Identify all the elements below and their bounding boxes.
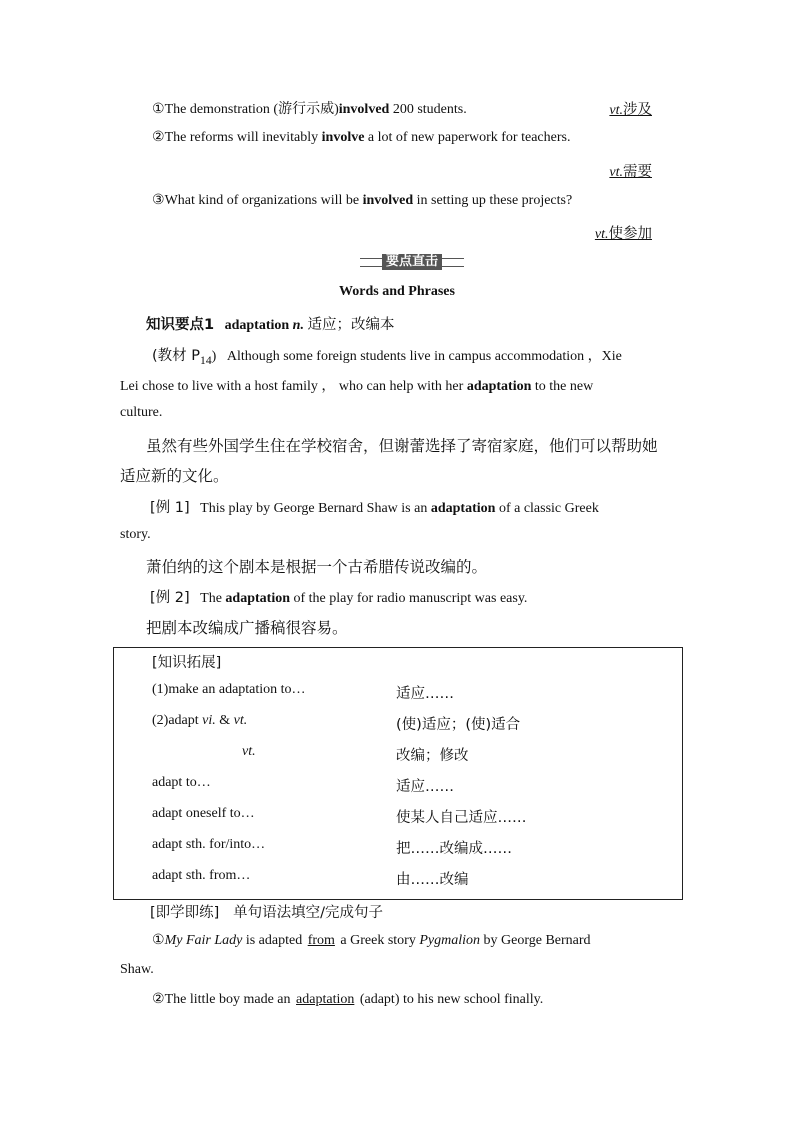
- expansion-title: [知识拓展]: [152, 655, 222, 671]
- textbook-source: (教材 P: [152, 348, 201, 364]
- section-banner: [360, 254, 464, 270]
- circle-number-2: ②: [152, 130, 165, 145]
- expansion-row-left: adapt to…: [152, 775, 211, 790]
- section-title: Words and Phrases: [339, 284, 455, 299]
- textbook-line-1: (教材 $P_{14}$) Although some foreign students live in campus accommodation ，Xie: [152, 348, 622, 367]
- example-sentence-2: ②The reforms will inevitably involve a lot of new paperwork for teachers.: [152, 130, 571, 145]
- textbook-line-2: Lei chose to live with a host family ， who can help with her adaptation to the new: [120, 379, 594, 394]
- example-1-cont: story.: [120, 527, 151, 542]
- textbook-translation-2: 适应新的文化。: [120, 467, 229, 485]
- banner-label: 要点直击: [382, 254, 442, 270]
- practice-heading: [即学即练] 单句语法填空/完成句子: [150, 905, 384, 921]
- example-1-translation: 萧伯纳的这个剧本是根据一个古希腊传说改编的。: [146, 558, 488, 576]
- example-tag: [例 2]: [150, 590, 190, 606]
- keyword-involve: involve: [321, 130, 365, 145]
- example-sentence-1: ①The demonstration (游行示威)involved 200 students.: [152, 102, 467, 117]
- answer-blank: adaptation: [296, 992, 355, 1007]
- practice-question-1-cont: Shaw.: [120, 962, 154, 977]
- expansion-row-right: (使)适应；(使)适合: [396, 717, 521, 733]
- headword: adaptation: [224, 318, 290, 333]
- expansion-row-right: 由……改编: [396, 872, 469, 888]
- circle-number-1: ①: [152, 102, 165, 117]
- textbook-line-3: culture.: [120, 405, 163, 420]
- expansion-row-right: 把……改编成……: [396, 841, 512, 857]
- knowledge-point-heading: 知识要点1 adaptation n. 适应；改编本: [146, 317, 395, 333]
- expansion-row-left: adapt oneself to…: [152, 806, 255, 821]
- expansion-row-right: 适应……: [396, 686, 454, 702]
- meaning-1: vt.涉及: [609, 102, 652, 118]
- answer-blank: from: [307, 933, 335, 948]
- textbook-translation-1: 虽然有些外国学生住在学校宿舍，但谢蕾选择了寄宿家庭，他们可以帮助她: [146, 437, 658, 455]
- expansion-row-left: (1)make an adaptation to…: [152, 682, 306, 697]
- expansion-row-left: adapt sth. from…: [152, 868, 251, 883]
- circle-number-3: ③: [152, 193, 165, 208]
- example-2: [例 2] The adaptation of the play for radio manuscript was easy.: [150, 590, 528, 606]
- keyword-involved: involved: [362, 193, 414, 208]
- banner-right-bar: [442, 258, 464, 267]
- expansion-row-right: 使某人自己适应……: [396, 810, 527, 826]
- example-2-translation: 把剧本改编成广播稿很容易。: [146, 619, 348, 637]
- expansion-row-left: vt.: [242, 744, 256, 759]
- expansion-row-left: adapt sth. for/into…: [152, 837, 266, 852]
- expansion-row-left: (2)adapt vi. & vt.: [152, 713, 248, 728]
- example-tag: [例 1]: [150, 500, 190, 516]
- banner-left-bar: [360, 258, 382, 267]
- example-sentence-3: ③What kind of organizations will be involved in setting up these projects?: [152, 193, 573, 208]
- meaning-2: vt.需要: [609, 164, 652, 180]
- meaning-3: vt.使参加: [594, 226, 652, 242]
- example-1: [例 1] This play by George Bernard Shaw is an adaptation of a classic Greek: [150, 500, 599, 516]
- practice-question-1: ①My Fair Lady is adapted from a Greek story Pygmalion by George Bernard: [152, 933, 591, 948]
- expansion-row-right: 适应……: [396, 779, 454, 795]
- practice-question-2: ②The little boy made an adaptation (adapt) to his new school finally.: [152, 992, 544, 1007]
- keyword-involved: involved: [338, 102, 390, 117]
- expansion-row-right: 改编；修改: [396, 748, 469, 764]
